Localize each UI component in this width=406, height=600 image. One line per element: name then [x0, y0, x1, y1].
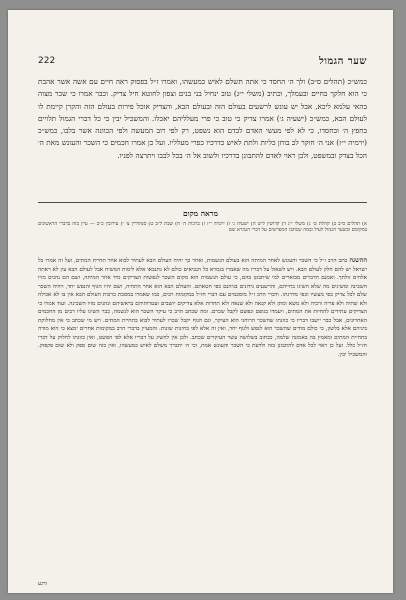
- commentary-lead-word: ההשגה: [349, 256, 367, 264]
- book-page: [8, 10, 393, 593]
- running-title: שער הגמול: [319, 56, 367, 67]
- section-heading: מראה מקום: [183, 209, 218, 218]
- catchword: ורגע: [38, 581, 48, 587]
- section-divider: [38, 202, 367, 203]
- commentary-block: [38, 256, 367, 579]
- footnotes: א) תהלים ס״ב ב) קהלת ט׳ ג) משלי י״ג ד) קדושין ל״ט ה) ישעיה ג׳ ו) ירמיה י״ז ז) ברכות ה׳ ח) שבת ל״ב ט) סנהדרין צ׳ י) עירובין כ״ב — עיין בזה בדברי הראשונים במקומם ובשער הגמול לעיל ובמה שכתבו המפרשים על דברי הגמרא שם: [38, 221, 367, 234]
- page-header: [38, 56, 367, 70]
- main-text: כמש״כ (תהלים ס״ב) ולך ה׳ החסד כי אתה תשלם לאיש כמעשהו, ואמרו ז״ל בפסוק ראה חיים עם אשה אשר אהבת כי הוא חלקך בחיים ובעמלך, וכתיב (משלי י״ג) טוב ינחיל בני בנים וצפון לחוטא חיל צדיק. וכבר אמרו כי שכר מצוה בהאי עלמא ליכא, אבל יש עונש לרשעים בעולם הזה ובעולם הבא, והצדיק אוכל פירות בעולם הזה והקרן קיימת לו לעולם הבא, כמש״כ (ישעיה ג׳) אמרו צדיק כי טוב כי פרי מעלליהם יאכלו. והמשכיל יבין כי כל דברי הגמול תלויים בחפץ ה׳ ובחסדו, כי לא לפי מעשי האדם לבדם הוא נשפט, רק לפי רוב המעשה ולפי הכוונה אשר בלבו, כמש״כ (ירמיה י״ז) אני ה׳ חוקר לב בוחן כליות ולתת לאיש כדרכיו כפרי מעלליו. ועל כן אמרו חכמים כי השכר והעונש מאת ה׳ הכל בצדק ובמשפט, ולכן ראוי לאדם להתבונן בדרכיו ולשוב אל ה׳ בכל לבבו ויתרצה לפניו.: [38, 77, 367, 160]
- commentary-text: כתב הרב ז״ל כי השכר והעונש לאחר המיתה הוא בעולם הנשמות, ואחר כך יהיה העולם הבא לעתיד לבוא אחר תחיית המתים, ועל זה אמרו כל ישראל יש להם חלק לעולם הבא. ויש לשאול על דבריו מה שאמרו בגמרא כל הנביאים כולם לא נתנבאו אלא לימות המשיח אבל לעולם הבא עין לא ראתה אלהים זולתך. ואמנם הדברים מבוארים למי שיתבונן בהם, כי עולם הנשמות הוא מקום השכר לנפשות הצדיקים מיד אחר המיתה, ושם הם נהנים מזיו השכינה ומשיגים מה שלא השיגו בחייהם, והרשעים נידונים בגיהנם כפי חטאתם. והעולם הבא הוא אחר התחיה, ושם יהיו הגוף והנפש יחד, ויהיה השכר שלם לכל צדיק כפי מעשיו וכפי מדרגתו. ודברי הרב ז״ל מוסכמים עם דברי חז״ל במקומות רבים, כמו שאמרו במסכת ברכות העולם הבא אין בו לא אכילה ולא שתיה ולא פריה ורביה ולא משא ומתן ולא קנאה ולא שנאה ולא תחרות אלא צדיקים יושבים ועטרותיהם בראשיהם ונהנים מזיו השכינה. ועוד אמרו כי הצדיקים עתידים להחיות את המתים, ויעמדו בגופם ונפשם לקבל שכרם. ומה שכתב הרב כי עיקר השכר הוא לנשמה, כבר השיגו עליו רבים מן החכמים האחרונים, אבל כבר יישבו דבריו כי כוונתו שהשכר הרוחני הוא העיקר, וגם הגוף יקבל שכרו לעתיד לבוא בתחיית המתים. ויש מי שכתב כי אין מחלוקת ביניהם אלא בלשון, כי כולם מודים שהשכר הוא לנפש ולגוף יחד, ואין זה אלא לפי בחינות שונות. והמעיין בדברי הרב במקומות אחרים ימצא כי הוא מודה בתחיית המתים ומאמין בה באמונה שלמה, ככתוב בשלושה עשר העיקרים שכתב. ולכן אין להשיג על דבריו אלא לפי הפשט, ואין כוונתו לחלוק על דברי חז״ל כלל. ועל כן ראוי לכל אדם להתבונן בזה ולדעת כי השכר והעונש אמת, וכי ה׳ יתברך משלם לאיש כמעשהו, ואין בזה שום ספק ולא שום פקפוק. והמשכיל יבין.: [38, 258, 367, 359]
- page-number: 222: [38, 56, 56, 66]
